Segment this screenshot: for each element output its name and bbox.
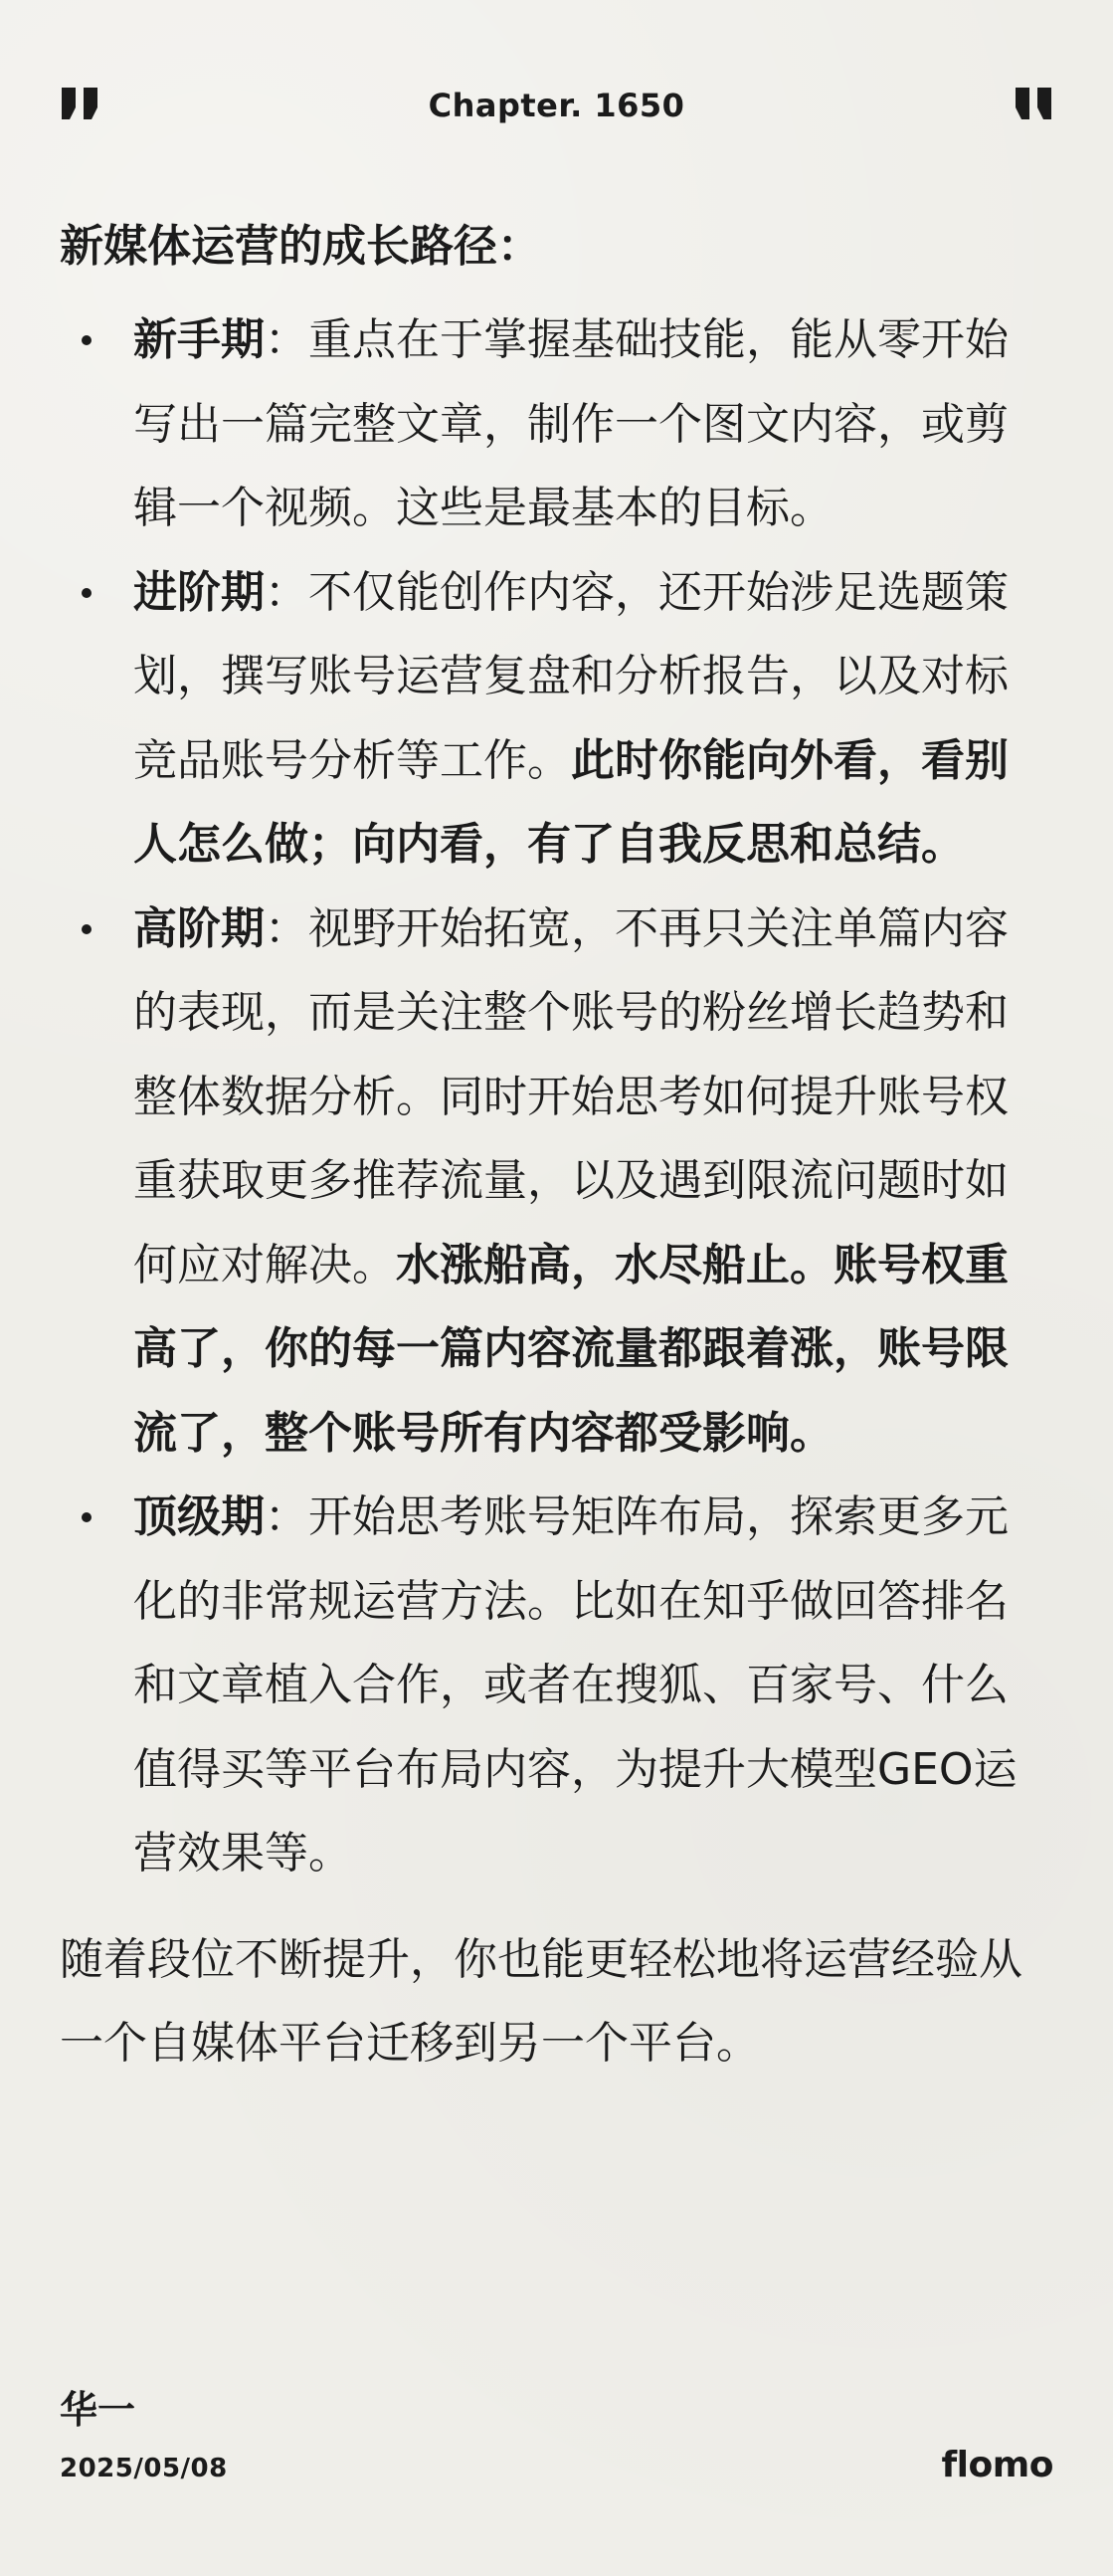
stage-emphasis: 此时你能向外看，看别人怎么做；向内看，有了自我反思和总结。 <box>133 734 1009 870</box>
stage-text: 重点在于掌握基础技能，能从零开始写出一篇完整文章，制作一个图文内容，或剪辑一个视频。这些是最基本的目标。 <box>133 314 1009 533</box>
card-header <box>60 86 1053 125</box>
stage-term: 高阶期 <box>133 902 265 954</box>
stage-emphasis: 水涨船高，水尽船止。账号权重高了，你的每一篇内容流量都跟着涨，账号限流了，整个账号所有内容都受影响。 <box>133 1239 1009 1459</box>
flomo-logo: flomo <box>941 2445 1053 2485</box>
bullet-icon <box>82 588 92 598</box>
author-name: 华一 <box>60 2388 136 2432</box>
stage-term: 顶级期 <box>133 1491 265 1542</box>
quote-close-icon <box>1012 86 1053 121</box>
bullet-icon <box>82 1512 92 1522</box>
bullet-icon <box>82 924 92 934</box>
stage-separator: ： <box>265 1491 308 1542</box>
list-item-top <box>60 1476 1038 1896</box>
closing-paragraph: 随着段位不断提升，你也能更轻松地将运营经验从一个自媒体平台迁移到另一个平台。 <box>60 1933 1022 2069</box>
stage-text: 开始思考账号矩阵布局，探索更多元化的非常规运营方法。比如在知乎做回答排名和文章植入合作，或者在搜狐、百家号、什么值得买等平台布局内容，为提升大模型GEO运营效果等。 <box>133 1491 1018 1879</box>
bullet-icon <box>82 335 92 345</box>
chapter-label: Chapter. 1650 <box>428 87 685 124</box>
stage-term: 新手期 <box>133 314 265 365</box>
stage-separator: ： <box>265 314 308 365</box>
stage-separator: ： <box>265 902 308 954</box>
stage-text: 不仅能创作内容，还开始涉足选题策划，撰写账号运营复盘和分析报告，以及对标竞品账号分析等工作。 <box>133 566 1009 786</box>
stage-list <box>60 298 1038 1896</box>
list-item-newbie <box>60 298 1038 551</box>
list-item-senior <box>60 888 1038 1477</box>
memo-content <box>60 217 1038 2086</box>
stage-term: 进阶期 <box>133 566 265 618</box>
stage-text: 视野开始拓宽，不再只关注单篇内容的表现，而是关注整个账号的粉丝增长趋势和整体数据分析。同时开始思考如何提升账号权重获取更多推荐流量，以及遇到限流问题时如何应对解决。 <box>133 902 1009 1290</box>
memo-heading: 新媒体运营的成长路径： <box>60 221 541 272</box>
stage-separator: ： <box>265 566 308 618</box>
memo-date: 2025/05/08 <box>60 2454 228 2483</box>
list-item-advanced <box>60 551 1038 888</box>
